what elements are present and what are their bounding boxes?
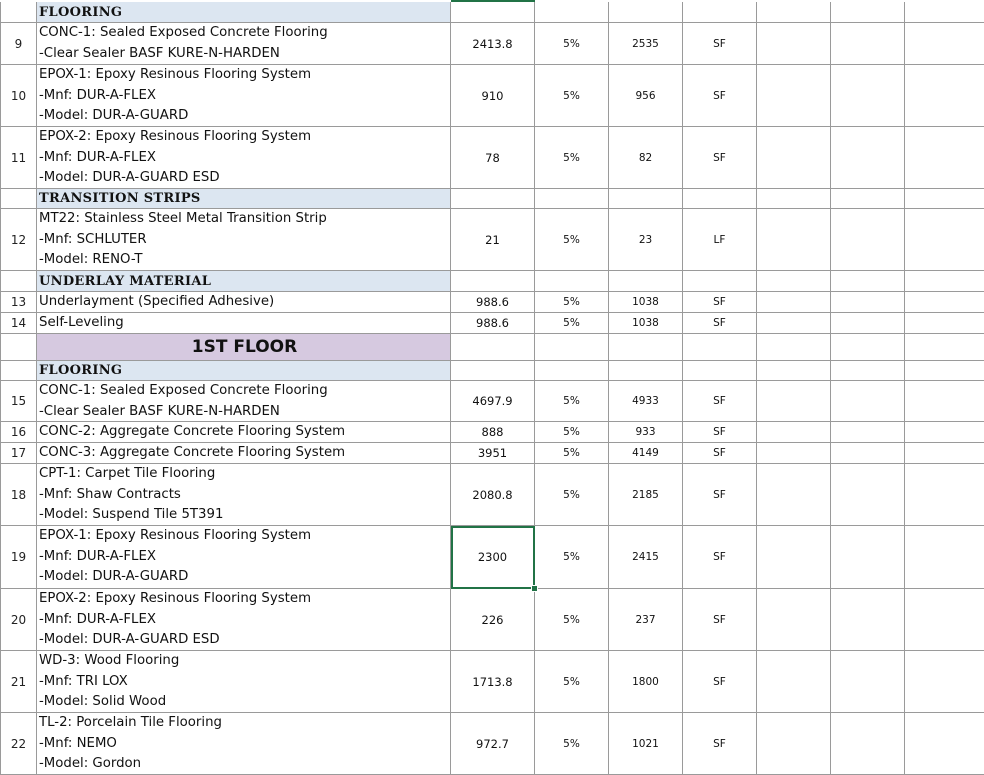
unit-cell[interactable]	[683, 189, 757, 209]
description-cell[interactable]	[37, 292, 451, 313]
row-number-cell[interactable]: 22	[0, 713, 37, 775]
empty-cell[interactable]	[905, 361, 984, 381]
sheet-row	[0, 271, 984, 292]
empty-cell[interactable]	[831, 127, 905, 189]
quantity-cell[interactable]	[451, 271, 535, 292]
empty-cell[interactable]	[757, 334, 831, 361]
unit-cell[interactable]	[683, 334, 757, 361]
quantity-cell[interactable]: 888	[451, 422, 535, 443]
quantity-cell[interactable]: 226	[451, 589, 535, 651]
floor-heading-cell[interactable]	[37, 334, 451, 361]
unit-cell[interactable]	[683, 271, 757, 292]
total-cell[interactable]	[609, 334, 683, 361]
description-line: -Mnf: DUR-A-FLEX	[39, 149, 156, 165]
empty-cell[interactable]	[905, 713, 984, 775]
section-heading-cell[interactable]	[37, 361, 451, 381]
description-line: -Model: DUR-A-GUARD ESD	[39, 170, 220, 186]
description-cell[interactable]	[37, 381, 451, 422]
unit-cell[interactable]: SF	[683, 313, 757, 334]
empty-cell[interactable]	[905, 464, 984, 526]
description-line: CONC-1: Sealed Exposed Concrete Flooring	[39, 383, 328, 398]
unit-cell[interactable]: SF	[683, 23, 757, 65]
empty-cell[interactable]	[905, 189, 984, 209]
row-number-cell[interactable]: 17	[0, 443, 37, 464]
description-line: -Model: DUR-A-GUARD	[39, 569, 189, 585]
empty-cell[interactable]	[757, 23, 831, 65]
description-line: CONC-1: Sealed Exposed Concrete Flooring	[39, 25, 328, 40]
waste-cell[interactable]: 5%	[535, 464, 609, 526]
sheet-row	[0, 443, 984, 464]
waste-cell[interactable]	[535, 271, 609, 292]
empty-cell[interactable]	[905, 127, 984, 189]
sheet-row	[0, 23, 984, 65]
total-cell[interactable]: 4149	[609, 443, 683, 464]
description-line: Self-Leveling	[39, 315, 124, 330]
row-number-cell[interactable]: 20	[0, 589, 37, 651]
section-heading-cell[interactable]	[37, 2, 451, 23]
quantity-cell[interactable]: 21	[451, 209, 535, 271]
waste-cell[interactable]: 5%	[535, 313, 609, 334]
unit-cell[interactable]	[683, 361, 757, 381]
row-number-cell[interactable]	[0, 271, 37, 292]
empty-cell[interactable]	[905, 526, 984, 589]
description-line: -Model: Suspend Tile 5T391	[39, 507, 224, 523]
floor-heading: 1ST FLOOR	[191, 337, 298, 357]
unit-cell[interactable]: LF	[683, 209, 757, 271]
waste-cell[interactable]: 5%	[535, 23, 609, 65]
empty-cell[interactable]	[757, 443, 831, 464]
empty-cell[interactable]	[831, 334, 905, 361]
quantity-cell[interactable]: 4697.9	[451, 381, 535, 422]
empty-cell[interactable]	[905, 23, 984, 65]
row-number-cell[interactable]: 18	[0, 464, 37, 526]
empty-cell[interactable]	[757, 526, 831, 589]
empty-cell[interactable]	[905, 334, 984, 361]
quantity-cell[interactable]: 972.7	[451, 713, 535, 775]
unit-cell[interactable]: SF	[683, 589, 757, 651]
waste-cell[interactable]	[535, 2, 609, 23]
description-line: -Model: DUR-A-GUARD ESD	[39, 632, 220, 648]
sheet-row	[0, 381, 984, 422]
waste-cell[interactable]: 5%	[535, 65, 609, 127]
waste-cell[interactable]: 5%	[535, 526, 609, 589]
description-line: CPT-1: Carpet Tile Flooring	[39, 466, 216, 481]
empty-cell[interactable]	[905, 292, 984, 313]
row-number-cell[interactable]: 19	[0, 526, 37, 589]
sheet-row	[0, 526, 984, 589]
empty-cell[interactable]	[831, 2, 905, 23]
waste-cell[interactable]: 5%	[535, 651, 609, 713]
empty-cell[interactable]	[831, 526, 905, 589]
section-heading: FLOORING	[39, 363, 123, 378]
empty-cell[interactable]	[831, 271, 905, 292]
unit-cell[interactable]: SF	[683, 443, 757, 464]
empty-cell[interactable]	[757, 189, 831, 209]
description-cell[interactable]	[37, 651, 451, 713]
empty-cell[interactable]	[757, 271, 831, 292]
empty-cell[interactable]	[831, 651, 905, 713]
description-line: -Model: DUR-A-GUARD	[39, 108, 189, 124]
empty-cell[interactable]	[831, 464, 905, 526]
description-cell[interactable]	[37, 526, 451, 589]
empty-cell[interactable]	[905, 271, 984, 292]
description-line: -Model: Gordon	[39, 756, 142, 772]
description-cell[interactable]	[37, 209, 451, 271]
unit-cell[interactable]: SF	[683, 127, 757, 189]
quantity-cell[interactable]: 910	[451, 65, 535, 127]
quantity-cell[interactable]: 988.6	[451, 292, 535, 313]
description-line: -Model: Solid Wood	[39, 694, 167, 710]
row-number-cell[interactable]	[0, 189, 37, 209]
empty-cell[interactable]	[757, 422, 831, 443]
empty-cell[interactable]	[757, 381, 831, 422]
quantity-cell[interactable]: 78	[451, 127, 535, 189]
empty-cell[interactable]	[831, 23, 905, 65]
quantity-cell[interactable]	[451, 189, 535, 209]
empty-cell[interactable]	[831, 189, 905, 209]
description-line: CONC-3: Aggregate Concrete Flooring System	[39, 445, 346, 460]
waste-cell[interactable]: 5%	[535, 209, 609, 271]
waste-cell[interactable]	[535, 334, 609, 361]
description-line: -Mnf: DUR-A-FLEX	[39, 87, 156, 103]
empty-cell[interactable]	[905, 65, 984, 127]
description-cell[interactable]	[37, 713, 451, 775]
description-line: -Model: RENO-T	[39, 252, 143, 268]
total-cell[interactable]: 1021	[609, 713, 683, 775]
total-cell[interactable]: 956	[609, 65, 683, 127]
waste-cell[interactable]: 5%	[535, 589, 609, 651]
total-cell[interactable]	[609, 361, 683, 381]
row-number-cell[interactable]: 9	[0, 23, 37, 65]
unit-cell[interactable]: SF	[683, 651, 757, 713]
empty-cell[interactable]	[905, 209, 984, 271]
row-number-cell[interactable]: 15	[0, 381, 37, 422]
description-line: Underlayment (Specified Adhesive)	[39, 294, 275, 309]
description-line: -Mnf: TRI LOX	[39, 673, 128, 689]
empty-cell[interactable]	[831, 422, 905, 443]
waste-cell[interactable]: 5%	[535, 422, 609, 443]
waste-cell[interactable]: 5%	[535, 292, 609, 313]
empty-cell[interactable]	[757, 2, 831, 23]
waste-cell[interactable]: 5%	[535, 381, 609, 422]
empty-cell[interactable]	[831, 313, 905, 334]
empty-cell[interactable]	[831, 361, 905, 381]
description-line: -Clear Sealer BASF KURE-N-HARDEN	[39, 45, 280, 61]
total-cell[interactable]: 2535	[609, 23, 683, 65]
empty-cell[interactable]	[831, 65, 905, 127]
total-cell[interactable]: 933	[609, 422, 683, 443]
sheet-row	[0, 313, 984, 334]
row-number-cell[interactable]: 21	[0, 651, 37, 713]
sheet-row	[0, 464, 984, 526]
quantity-cell[interactable]	[451, 361, 535, 381]
unit-cell[interactable]: SF	[683, 292, 757, 313]
empty-cell[interactable]	[905, 589, 984, 651]
waste-cell[interactable]	[535, 361, 609, 381]
empty-cell[interactable]	[757, 127, 831, 189]
description-line: EPOX-1: Epoxy Resinous Flooring System	[39, 528, 312, 543]
description-line: -Mnf: SCHLUTER	[39, 231, 147, 247]
empty-cell[interactable]	[757, 65, 831, 127]
row-number-cell[interactable]: 12	[0, 209, 37, 271]
description-line: -Mnf: DUR-A-FLEX	[39, 548, 156, 564]
total-cell[interactable]: 2415	[609, 526, 683, 589]
description-line: CONC-2: Aggregate Concrete Flooring System	[39, 424, 346, 439]
total-cell[interactable]: 23	[609, 209, 683, 271]
description-cell[interactable]	[37, 422, 451, 443]
section-heading-cell[interactable]	[37, 271, 451, 292]
description-cell[interactable]	[37, 127, 451, 189]
quantity-cell[interactable]: 2080.8	[451, 464, 535, 526]
unit-cell[interactable]: SF	[683, 422, 757, 443]
row-number-cell[interactable]: 16	[0, 422, 37, 443]
description-line: -Mnf: NEMO	[39, 735, 117, 751]
unit-cell[interactable]	[683, 2, 757, 23]
empty-cell[interactable]	[905, 443, 984, 464]
section-heading: UNDERLAY MATERIAL	[39, 273, 212, 289]
description-line: MT22: Stainless Steel Metal Transition Strip	[39, 211, 327, 226]
description-line: EPOX-1: Epoxy Resinous Flooring System	[39, 67, 312, 82]
quantity-cell[interactable]	[451, 2, 535, 23]
empty-cell[interactable]	[831, 209, 905, 271]
quantity-cell[interactable]: 2413.8	[451, 23, 535, 65]
description-cell[interactable]	[37, 443, 451, 464]
total-cell[interactable]: 1038	[609, 292, 683, 313]
total-cell[interactable]: 1038	[609, 313, 683, 334]
sheet-row	[0, 2, 984, 23]
sheet-row	[0, 189, 984, 209]
row-number-cell[interactable]: 13	[0, 292, 37, 313]
section-heading: TRANSITION STRIPS	[39, 191, 201, 206]
unit-cell[interactable]: SF	[683, 713, 757, 775]
empty-cell[interactable]	[831, 713, 905, 775]
empty-cell[interactable]	[831, 443, 905, 464]
empty-cell[interactable]	[905, 651, 984, 713]
row-number-cell[interactable]: 10	[0, 65, 37, 127]
description-cell[interactable]	[37, 23, 451, 65]
description-cell[interactable]	[37, 65, 451, 127]
row-number-cell[interactable]	[0, 334, 37, 361]
empty-cell[interactable]	[757, 651, 831, 713]
empty-cell[interactable]	[905, 2, 984, 23]
unit-cell[interactable]: SF	[683, 464, 757, 526]
total-cell[interactable]	[609, 189, 683, 209]
sheet-row	[0, 651, 984, 713]
quantity-cell[interactable]: 1713.8	[451, 651, 535, 713]
row-number-cell[interactable]: 11	[0, 127, 37, 189]
empty-cell[interactable]	[757, 313, 831, 334]
description-line: -Mnf: DUR-A-FLEX	[39, 611, 156, 627]
unit-cell[interactable]: SF	[683, 526, 757, 589]
sheet-row	[0, 713, 984, 775]
empty-cell[interactable]	[831, 381, 905, 422]
description-line: WD-3: Wood Flooring	[39, 653, 180, 668]
total-cell[interactable]: 82	[609, 127, 683, 189]
description-line: EPOX-2: Epoxy Resinous Flooring System	[39, 129, 312, 144]
sheet-row	[0, 361, 984, 381]
unit-cell[interactable]: SF	[683, 381, 757, 422]
unit-cell[interactable]: SF	[683, 65, 757, 127]
total-cell[interactable]: 237	[609, 589, 683, 651]
waste-cell[interactable]: 5%	[535, 127, 609, 189]
empty-cell[interactable]	[831, 589, 905, 651]
empty-cell[interactable]	[757, 589, 831, 651]
total-cell[interactable]	[609, 2, 683, 23]
fill-handle[interactable]	[531, 585, 538, 592]
row-number-cell[interactable]	[0, 2, 37, 23]
description-line: TL-2: Porcelain Tile Flooring	[39, 715, 222, 730]
sheet-row	[0, 334, 984, 361]
sheet-row	[0, 209, 984, 271]
sheet-row	[0, 127, 984, 189]
row-number-cell[interactable]	[0, 361, 37, 381]
empty-cell[interactable]	[757, 464, 831, 526]
description-line: EPOX-2: Epoxy Resinous Flooring System	[39, 591, 312, 606]
total-cell[interactable]: 2185	[609, 464, 683, 526]
empty-cell[interactable]	[831, 292, 905, 313]
empty-cell[interactable]	[757, 361, 831, 381]
total-cell[interactable]: 1800	[609, 651, 683, 713]
sheet-row	[0, 589, 984, 651]
quantity-cell[interactable]: 988.6	[451, 313, 535, 334]
description-cell[interactable]	[37, 589, 451, 651]
section-heading: FLOORING	[39, 4, 123, 20]
empty-cell[interactable]	[905, 422, 984, 443]
sheet-row	[0, 422, 984, 443]
waste-cell[interactable]: 5%	[535, 713, 609, 775]
sheet-row	[0, 65, 984, 127]
empty-cell[interactable]	[905, 381, 984, 422]
row-number-cell[interactable]: 14	[0, 313, 37, 334]
section-heading-cell[interactable]	[37, 189, 451, 209]
description-cell[interactable]	[37, 313, 451, 334]
waste-cell[interactable]: 5%	[535, 443, 609, 464]
empty-cell[interactable]	[757, 292, 831, 313]
quantity-cell[interactable]	[451, 334, 535, 361]
sheet-row	[0, 292, 984, 313]
empty-cell[interactable]	[905, 313, 984, 334]
description-cell[interactable]	[37, 464, 451, 526]
empty-cell[interactable]	[757, 209, 831, 271]
quantity-cell[interactable]: 3951	[451, 443, 535, 464]
empty-cell[interactable]	[757, 713, 831, 775]
waste-cell[interactable]	[535, 189, 609, 209]
selected-cell[interactable]: 2300	[451, 526, 535, 589]
total-cell[interactable]: 4933	[609, 381, 683, 422]
total-cell[interactable]	[609, 271, 683, 292]
description-line: -Clear Sealer BASF KURE-N-HARDEN	[39, 403, 280, 419]
description-line: -Mnf: Shaw Contracts	[39, 486, 181, 502]
